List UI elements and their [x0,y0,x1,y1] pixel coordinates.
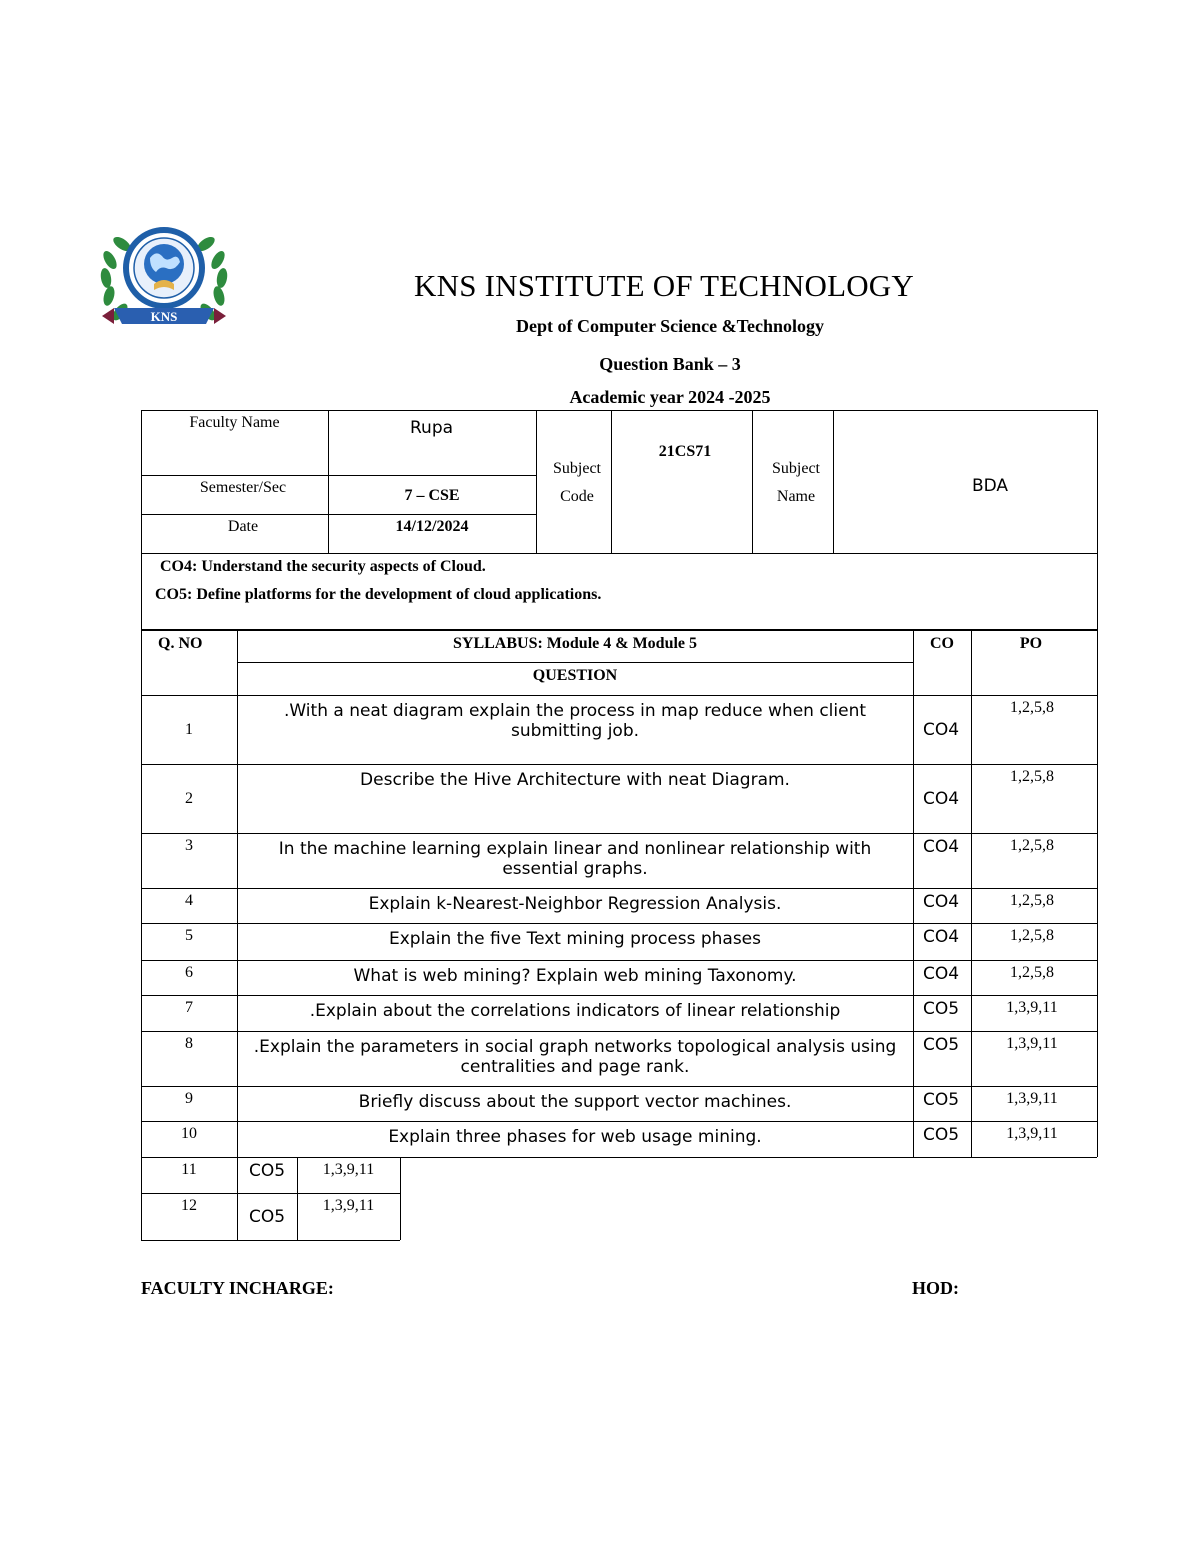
question-po: 1,2,5,8 [1010,768,1054,785]
question-text: .Explain about the correlations indicators of linear relationship [309,1001,841,1021]
date-value: 14/12/2024 [395,518,469,535]
semester-value: 7 – CSE [404,487,460,504]
question-text: .Explain the parameters in social graph networks topological analysis using centralities and page rank. [253,1037,897,1077]
question-po: 1,2,5,8 [1010,892,1054,909]
question-co: CO4 [922,788,960,809]
subject-code-label-2: Code [560,488,594,505]
question-co: CO5 [248,1207,286,1227]
question-text: Explain three phases for web usage mining. [388,1127,762,1147]
question-co: CO5 [922,1090,960,1110]
course-outcome-co5: CO5: Define platforms for the development of cloud applications. [155,586,602,603]
question-co: CO5 [922,1035,960,1055]
question-number: 5 [185,927,193,944]
po-header: PO [1019,635,1043,652]
question-co: CO4 [922,837,960,857]
svg-text:KNS: KNS [150,309,178,324]
syllabus-header: SYLLABUS: Module 4 & Module 5 [452,635,698,652]
semester-label: Semester/Sec [199,479,287,496]
question-text: Describe the Hive Architecture with neat Diagram. [360,770,790,790]
subject-name-label-2: Name [776,488,816,505]
hod-label: HOD: [912,1278,959,1298]
question-number: 4 [185,892,193,909]
question-po: 1,3,9,11 [1006,1090,1058,1107]
question-co: CO4 [922,927,960,947]
subject-code-value: 21CS71 [658,443,712,460]
question-number: 7 [185,999,193,1016]
question-po: 1,3,9,11 [1006,1125,1058,1142]
question-po: 1,3,9,11 [322,1197,375,1214]
department-name: Dept of Computer Science &Technology [516,316,824,336]
subject-name-label-1: Subject [772,460,820,477]
question-text: Explain the five Text mining process phases [389,929,761,949]
question-number: 11 [181,1161,197,1178]
faculty-name-label: Faculty Name [189,414,280,431]
question-text: .With a neat diagram explain the process in map reduce when client submitting job. [283,701,867,741]
question-co: CO4 [922,964,960,984]
question-po: 1,3,9,11 [1006,999,1058,1016]
question-co: CO5 [248,1161,286,1181]
question-text: Briefly discuss about the support vector machines. [358,1092,792,1112]
question-text: In the machine learning explain linear and nonlinear relationship with essential graphs. [278,839,872,879]
question-po: 1,2,5,8 [1010,964,1054,981]
question-number: 12 [181,1197,197,1214]
question-number: 6 [185,964,193,981]
question-text: What is web mining? Explain web mining Taxonomy. [353,966,797,986]
qno-header: Q. NO [158,635,203,652]
date-label: Date [227,518,259,535]
question-number: 1 [185,720,193,738]
question-co: CO5 [922,999,960,1019]
co-header: CO [930,635,954,652]
question-number: 10 [181,1125,197,1142]
question-co: CO4 [922,892,960,912]
faculty-incharge-label: FACULTY INCHARGE: [141,1278,334,1298]
question-number: 3 [185,837,193,854]
question-po: 1,2,5,8 [1010,699,1054,716]
faculty-name-value: Rupa [410,418,454,438]
question-header: QUESTION [532,667,618,684]
question-bank-title: Question Bank – 3 [599,354,741,374]
subject-name-value: BDA [971,476,1009,496]
question-number: 8 [185,1035,193,1052]
question-number: 2 [185,789,193,807]
academic-year: Academic year 2024 -2025 [569,387,771,407]
institute-name: KNS INSTITUTE OF TECHNOLOGY [414,268,914,303]
subject-code-label-1: Subject [553,460,601,477]
course-outcome-co4: CO4: Understand the security aspects of Cloud. [160,558,486,575]
question-po: 1,3,9,11 [322,1161,375,1178]
question-co: CO5 [922,1125,960,1145]
question-number: 9 [185,1090,193,1107]
question-po: 1,2,5,8 [1010,927,1054,944]
question-po: 1,2,5,8 [1010,837,1054,854]
question-co: CO4 [922,719,960,740]
question-text: Explain k-Nearest-Neighbor Regression Analysis. [368,894,782,914]
question-po: 1,3,9,11 [1006,1035,1058,1052]
